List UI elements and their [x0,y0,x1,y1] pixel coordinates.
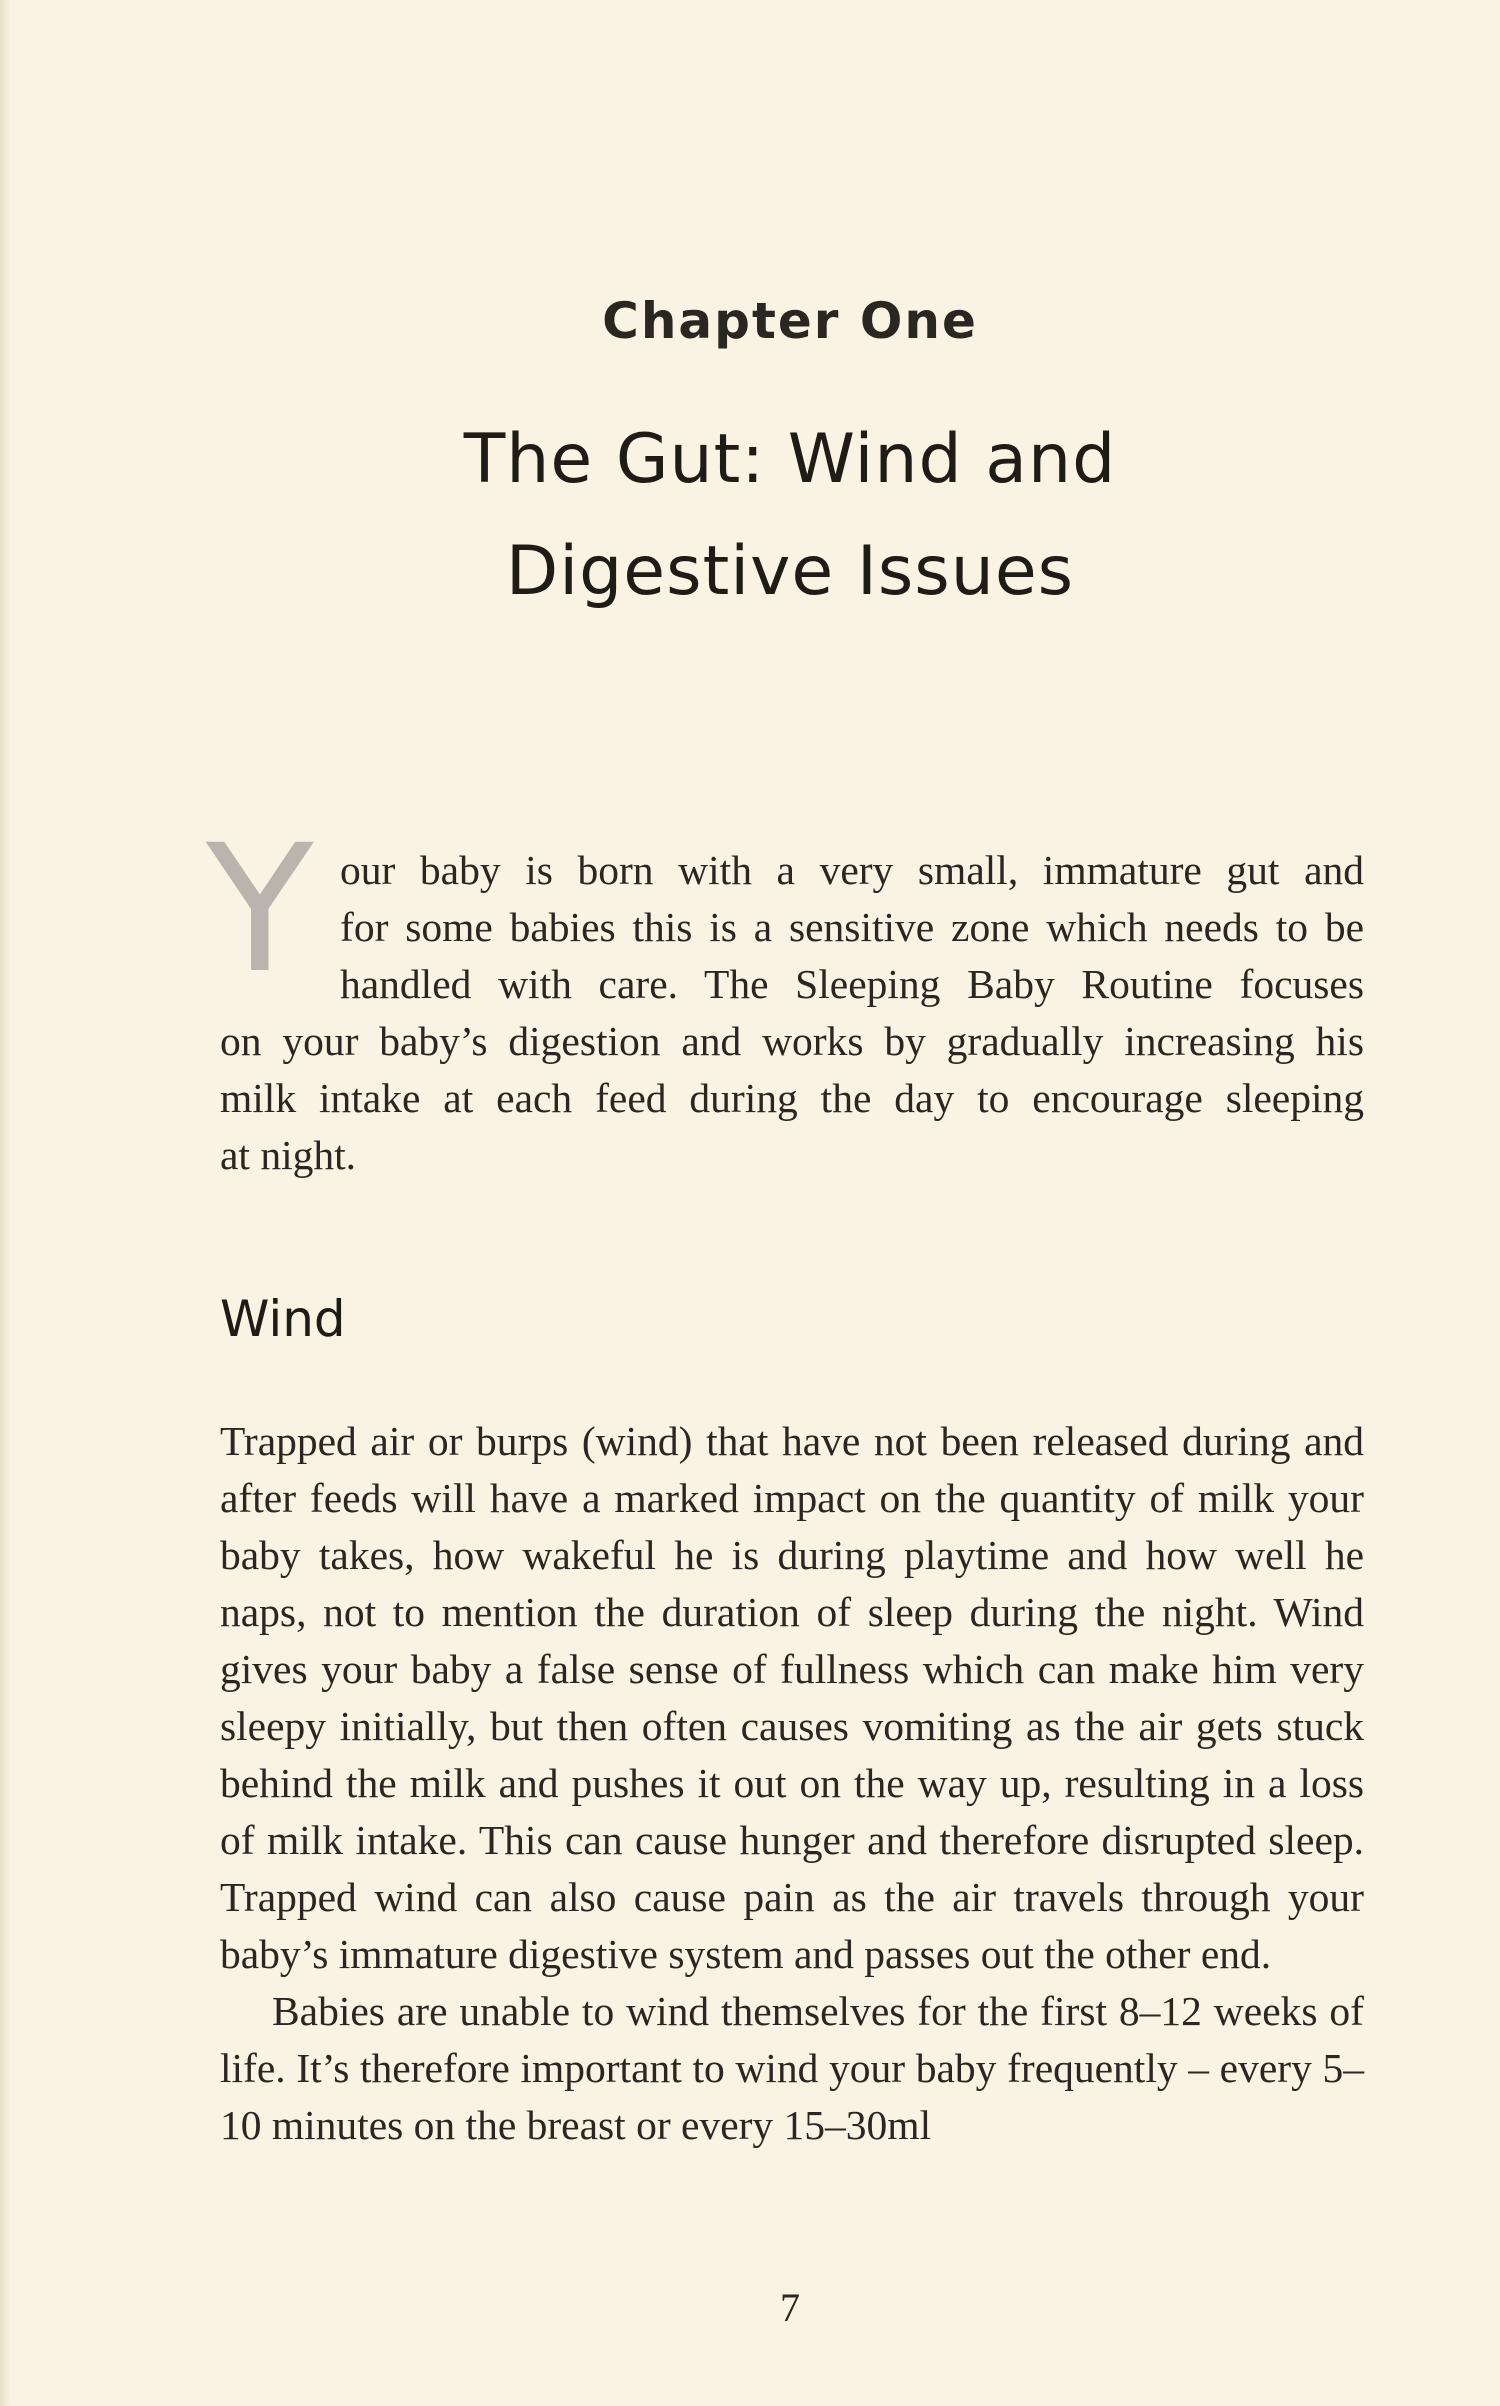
section-heading: Wind [220,1290,346,1348]
section-body [220,1413,1364,2154]
drop-cap: Y [206,807,314,1012]
body-paragraph: Babies are unable to wind themselves for the first 8–12 weeks of life. It’s therefore important to wind your baby frequently – every 5–10 minutes on the breast or every 15–30ml [220,1988,1364,2148]
chapter-title-line-1: The Gut: Wind and [463,420,1117,499]
opening-line: milk intake at each feed during the day to encourage sleeping [220,1075,1364,1121]
chapter-label: Chapter One [602,292,978,350]
opening-line: on your baby’s digestion and works by gradually increasing his [220,1018,1364,1064]
chapter-title [0,404,1500,628]
opening-line: handled with care. The Sleeping Baby Routine focuses [340,961,1364,1007]
body-paragraph: Trapped air or burps (wind) that have not been released during and after feeds will have a marked impact on the quantity of milk your baby takes, how wakeful he is during playtime and how well he naps, not to mention the duration of sleep during the night. Wind gives your baby a false sense of fullness which can make him very sleepy initially, but then often causes vomiting as the air gets stuck behind the milk and pushes it out on the way up, resulting in a loss of milk intake. This can cause hunger and therefore disrupted sleep. Trapped wind can also cause pain as the air travels through your baby’s immature digestive system and passes out the other end. [220,1418,1364,1977]
opening-line: our baby is born with a very small, immature gut and [340,847,1364,893]
opening-paragraph [220,842,1364,1184]
page-number: 7 [780,2285,800,2330]
opening-line: for some babies this is a sensitive zone which needs to be [340,904,1364,950]
page-edge [0,0,10,2406]
chapter-title-line-2: Digestive Issues [505,532,1075,611]
opening-line: at night. [220,1132,357,1178]
